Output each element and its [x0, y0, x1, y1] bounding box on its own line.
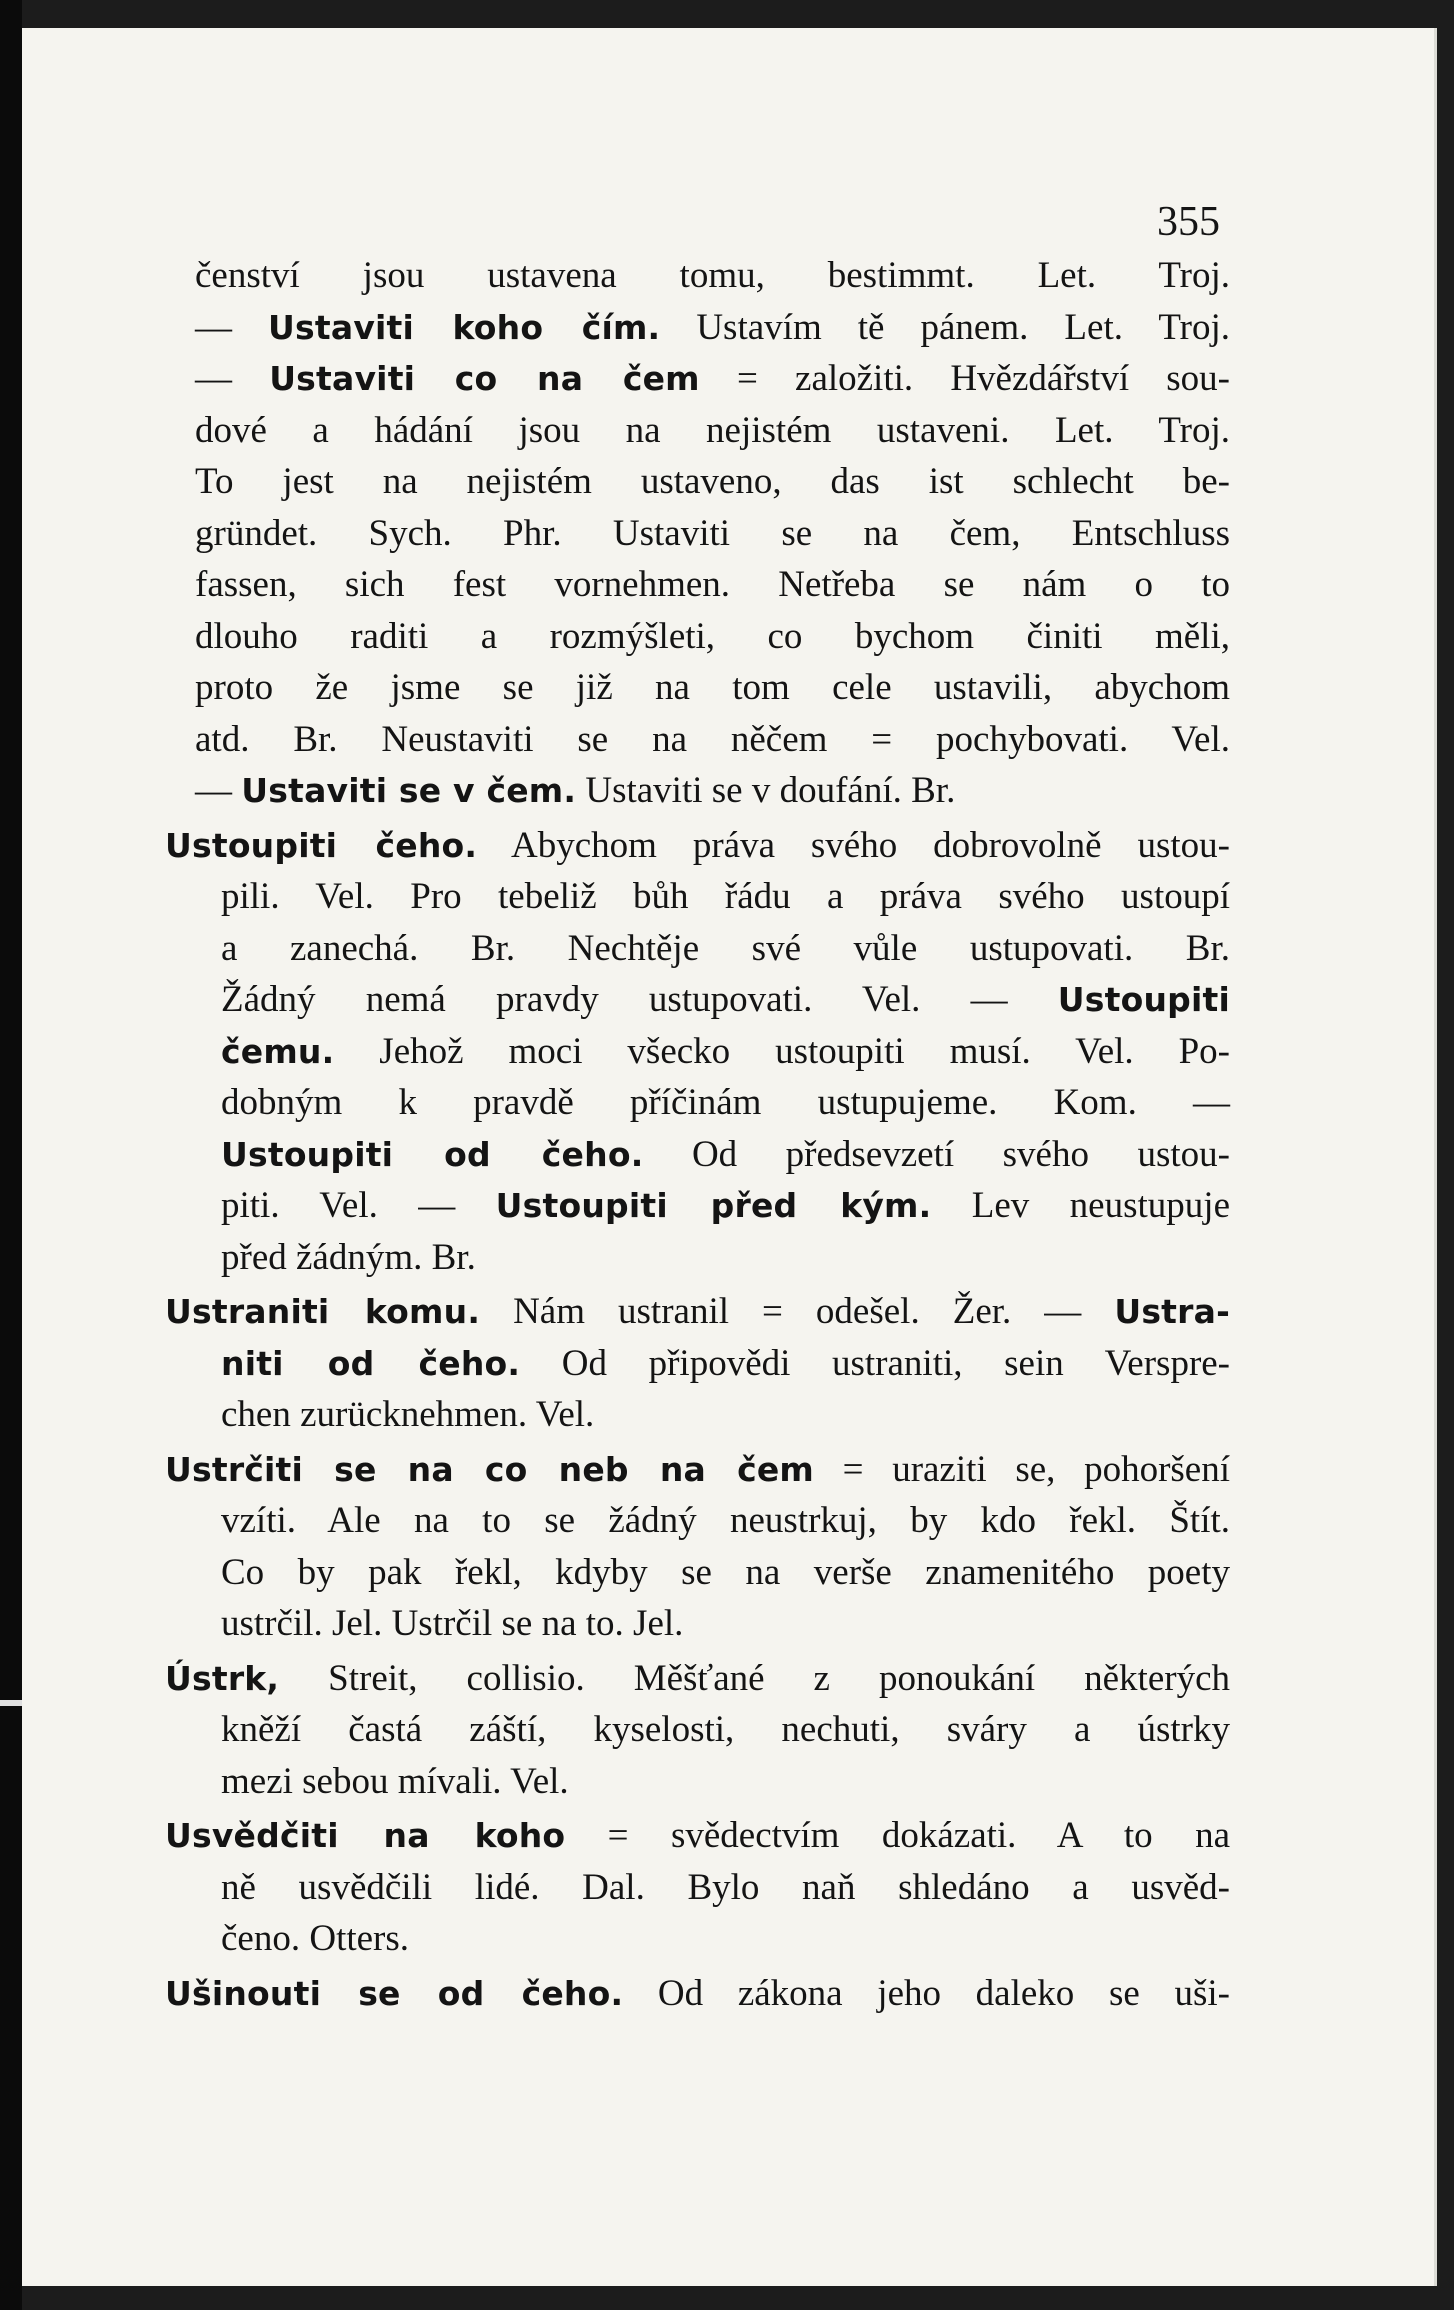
text-run: vzíti. Ale na to se žádný neustrkuj, by kdo řekl. Štít.: [221, 1500, 1230, 1541]
headword: Ustra-: [1114, 1292, 1230, 1331]
text-line: [195, 765, 1230, 817]
text-line: [195, 1077, 1230, 1129]
headword: Ustraniti komu.: [165, 1292, 481, 1331]
headword: Ústrk,: [165, 1658, 280, 1698]
text-run: před žádným. Br.: [221, 1236, 476, 1278]
text-line: [195, 1598, 1230, 1650]
text-line: [195, 1232, 1230, 1284]
text-line: [195, 923, 1230, 975]
text-line: [195, 1495, 1230, 1547]
text-line: [195, 1704, 1230, 1756]
text-run: = uraziti se, pohoršení: [814, 1448, 1230, 1490]
body-text: [165, 250, 1231, 2019]
text-line: [195, 508, 1230, 560]
headword: Ustrčiti se na co neb na čem: [165, 1449, 815, 1489]
entry-headline: [165, 1653, 1230, 1705]
text-run: pili. Vel. Pro tebeliž bůh řádu a práva svého ustoupí: [221, 876, 1230, 917]
text-run: fassen, sich fest vornehmen. Netřeba se nám o to: [195, 564, 1230, 605]
headword: Ustaviti se v čem.: [241, 771, 577, 810]
text-line: [195, 1180, 1230, 1232]
headword: Ustoupiti čeho.: [165, 825, 478, 865]
text-run: dlouho raditi a rozmýšleti, co bychom činiti měli,: [195, 615, 1230, 657]
edge-mark: [0, 1700, 22, 1706]
text-line: [195, 250, 1230, 302]
text-run: Jehož moci všecko ustoupiti musí. Vel. Po-: [334, 1030, 1230, 1072]
text-line: [195, 1026, 1230, 1078]
text-run: atd. Br. Neustaviti se na něčem = pochybovati. Vel.: [195, 718, 1230, 760]
page-number: 355: [1157, 199, 1220, 245]
text-run: dové a hádání jsou na nejistém ustaveni. Let. Troj.: [195, 409, 1230, 451]
text-line: [195, 405, 1230, 457]
text-run: Streit, collisio. Měšťané z ponoukání některých: [279, 1657, 1230, 1699]
headword: Ustaviti co na čem: [269, 359, 700, 398]
text-line: [195, 1756, 1230, 1808]
text-run: kněží častá záští, kyselosti, nechuti, sváry a ústrky: [221, 1709, 1230, 1750]
text-line: [195, 662, 1230, 714]
text-run: Nám ustranil = odešel. Žer. —: [480, 1291, 1115, 1332]
text-run: dobným k pravdě příčinám ustupujeme. Kom. —: [221, 1082, 1230, 1123]
text-run: gründet. Sych. Phr. Ustaviti se na čem, Entschluss: [195, 512, 1230, 554]
text-run: —: [195, 770, 242, 811]
text-run: Od připovědi ustraniti, sein Verspre-: [520, 1342, 1231, 1384]
text-run: Co by pak řekl, kdyby se na verše znamenitého poety: [221, 1551, 1230, 1593]
entry-headline: [165, 1968, 1230, 2020]
text-run: a zanechá. Br. Nechtěje své vůle ustupovati. Br.: [221, 927, 1230, 969]
text-line: [195, 974, 1230, 1026]
text-line: [195, 456, 1230, 508]
text-run: mezi sebou mívali. Vel.: [221, 1760, 569, 1802]
text-run: chen zurücknehmen. Vel.: [221, 1394, 595, 1435]
text-run: čenství jsou ustavena tomu, bestimmt. Let. Troj.: [195, 255, 1230, 296]
text-line: [195, 353, 1230, 405]
text-line: [195, 1338, 1230, 1390]
headword: Ušinouti se od čeho.: [165, 1973, 624, 2013]
text-run: —: [195, 306, 269, 348]
text-run: = založiti. Hvězdářství sou-: [699, 358, 1231, 399]
headword: čemu.: [221, 1031, 335, 1071]
text-run: Od předsevzetí svého ustou-: [643, 1133, 1230, 1175]
headword: Ustaviti koho čím.: [268, 307, 661, 347]
text-run: Ustaviti se v doufání. Br.: [576, 770, 956, 811]
text-line: [195, 1389, 1230, 1441]
entry-headline: [165, 1286, 1230, 1338]
text-run: Od zákona jeho daleko se uši-: [623, 1972, 1230, 2014]
text-run: Abychom práva svého dobrovolně ustou-: [477, 824, 1230, 866]
text-run: To jest na nejistém ustaveno, das ist schlecht be-: [195, 461, 1230, 502]
headword: Usvědčiti na koho: [165, 1816, 566, 1855]
entry-headline: [165, 1810, 1230, 1862]
headword: Ustoupiti: [1057, 980, 1230, 1019]
text-line: [195, 1129, 1230, 1181]
text-line: [195, 611, 1230, 663]
text-run: Lev neustupuje: [931, 1185, 1230, 1226]
headword: Ustoupiti od čeho.: [221, 1134, 644, 1174]
text-line: [195, 1913, 1230, 1965]
book-spine-shadow: [0, 0, 22, 2310]
text-run: piti. Vel. —: [221, 1185, 496, 1226]
text-line: [195, 1862, 1230, 1914]
text-run: —: [195, 358, 270, 399]
text-run: = svědectvím dokázati. A to na: [565, 1815, 1230, 1856]
text-line: [195, 1547, 1230, 1599]
entry-headline: [165, 820, 1230, 872]
text-run: Žádný nemá pravdy ustupovati. Vel. —: [221, 979, 1058, 1020]
text-run: proto že jsme se již na tom cele ustavili, abychom: [195, 667, 1230, 708]
headword: Ustoupiti před kým.: [495, 1186, 932, 1225]
text-run: ustrčil. Jel. Ustrčil se na to. Jel.: [221, 1603, 684, 1644]
text-line: [195, 871, 1230, 923]
text-run: Ustavím tě pánem. Let. Troj.: [660, 306, 1230, 348]
text-line: [195, 559, 1230, 611]
text-line: [195, 302, 1230, 354]
text-run: ně usvědčili lidé. Dal. Bylo naň shledáno a usvěd-: [221, 1866, 1230, 1908]
text-line: [195, 714, 1230, 766]
entry-headline: [165, 1444, 1230, 1496]
text-run: čeno. Otters.: [221, 1918, 410, 1959]
headword: niti od čeho.: [221, 1343, 521, 1383]
